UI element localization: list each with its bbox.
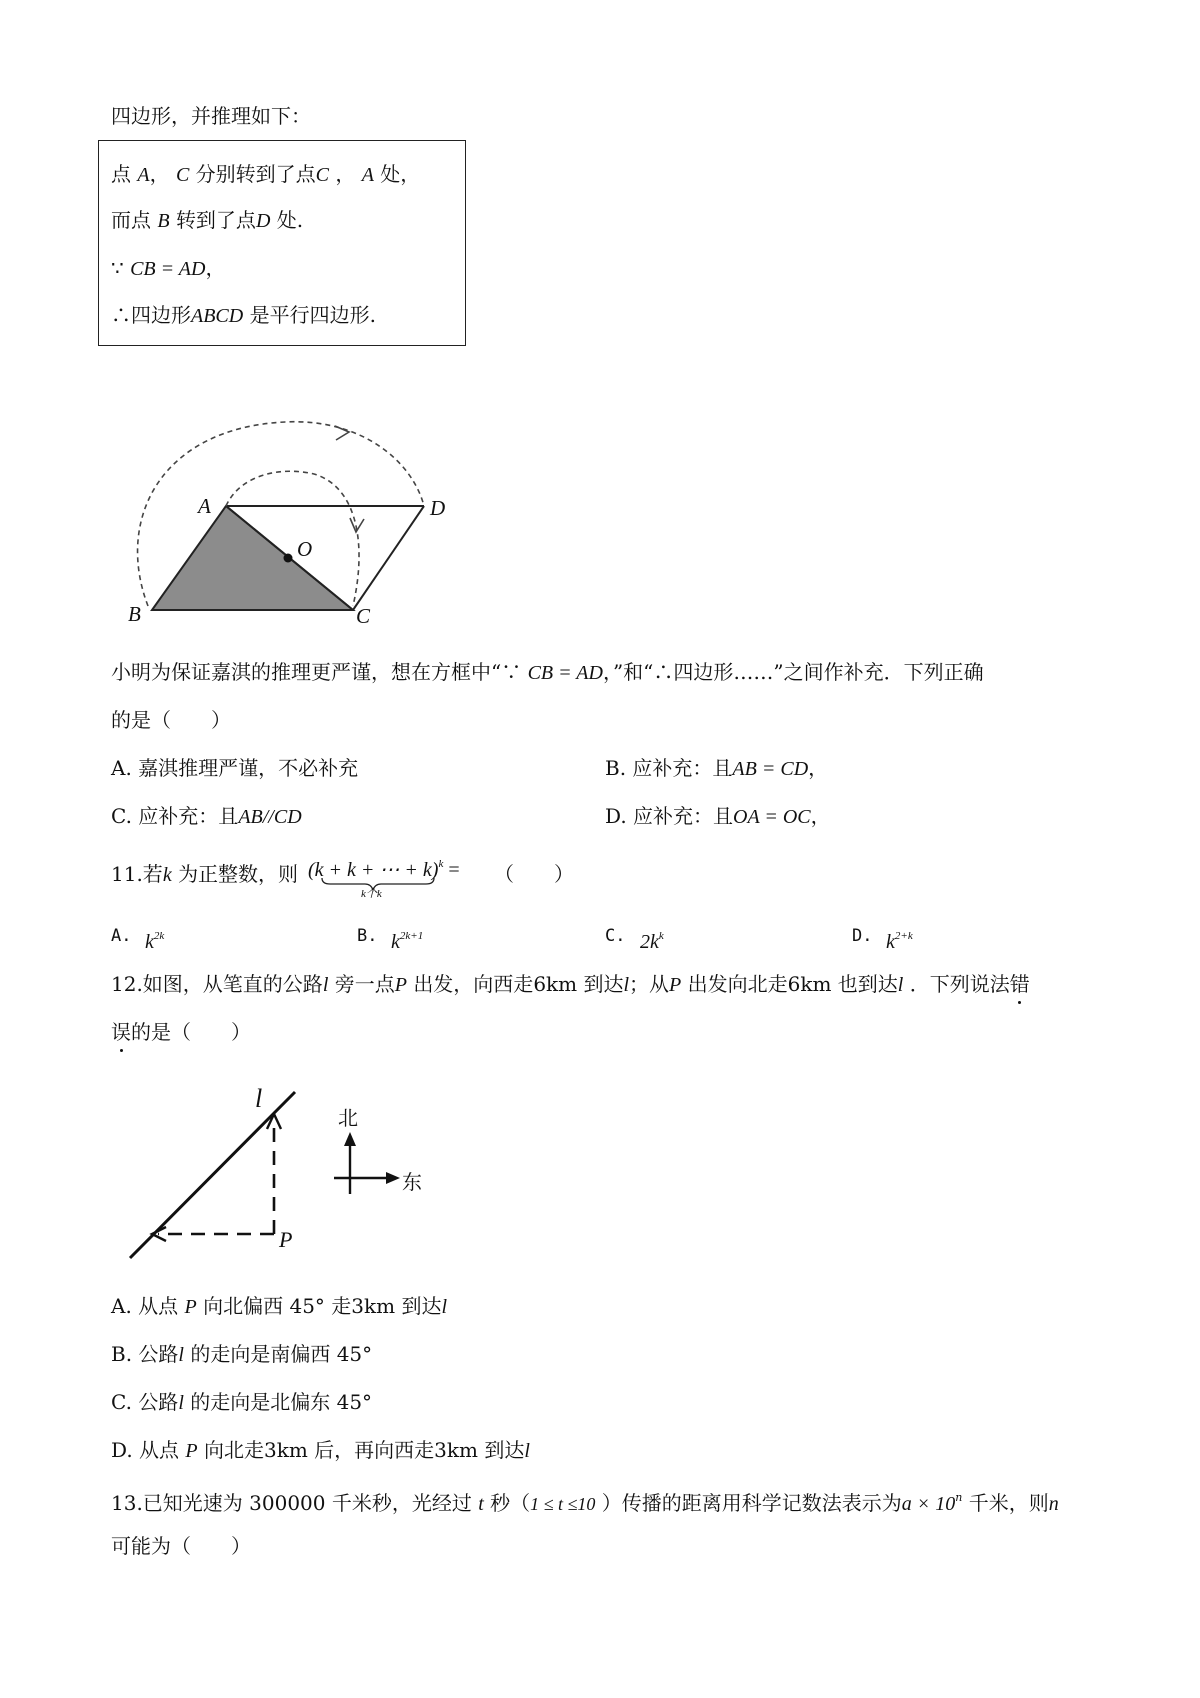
q10-option-d: D. 应补充：且OA = OC，: [605, 804, 831, 828]
q13-stem-line-2: 可能为（ ）: [111, 1534, 251, 1558]
q11-option-b: B.: [357, 926, 378, 946]
compass-north-arrowhead: [344, 1132, 356, 1146]
compass-east-label: 东: [402, 1170, 422, 1194]
q11-option-c-expr: $2k^k$: [640, 930, 664, 953]
q11-option-a: A.: [111, 926, 132, 946]
q12-option-d: D. 从点 P 向北走3km 后，再向西走3km 到达l: [111, 1438, 530, 1462]
q11-option-a-expr: $k^{2k}$: [145, 930, 165, 953]
q11-stem: 11.若k 为正整数，则: [111, 862, 299, 886]
proof-line-4: ∴四边形ABCD 是平行四边形.: [111, 303, 376, 327]
label-o: O: [297, 537, 313, 561]
q10-stem-line-1: 小明为保证嘉淇的推理更严谨，想在方框中“∵ CB = AD，”和“∴四边形……”之间作补充．下列正确: [111, 660, 984, 684]
q11-option-b-expr: $k^{2k+1}$: [391, 930, 424, 953]
q10-option-a: A. 嘉淇推理严谨，不必补充: [111, 756, 359, 780]
compass-east-arrowhead: [386, 1172, 400, 1184]
q13-stem-line-1: 13.已知光速为 300000 千米秒，光经过 t 秒（1 ≤ t ≤10 ）传播的距离用科学记数法表示为$a \times 10^n$ 千米，则n: [111, 1491, 1059, 1515]
label-a: A: [198, 494, 211, 518]
label-b: B: [128, 602, 141, 626]
q12-option-c: C. 公路l 的走向是北偏东 45°: [111, 1390, 373, 1414]
q12-option-a: A. 从点 P 向北偏西 45° 走3km 到达l: [111, 1294, 448, 1318]
q11-option-d: D.: [852, 926, 873, 946]
q10-stem-line-2: 的是（ ）: [111, 708, 231, 732]
q11-option-c: C.: [605, 926, 626, 946]
q12-stem-line-1: 12.如图，从笔直的公路l 旁一点P 出发，向西走6km 到达l；从P 出发向北走6km 也到达l ．下列说法错: [111, 972, 1030, 996]
label-c: C: [356, 604, 371, 628]
q11-paren: （ ）: [494, 862, 574, 886]
road-label-l: l: [255, 1084, 263, 1113]
compass-north-label: 北: [338, 1106, 358, 1130]
q11-expression: (k + k + ⋯ + k)$^k$ =: [308, 858, 460, 881]
proof-line-3: ∵ CB = AD，: [111, 256, 226, 280]
q11-option-d-expr: $k^{2+k}$: [886, 930, 913, 953]
proof-line-2: 而点 B 转到了点D 处.: [111, 208, 304, 232]
q10-option-c: C. 应补充：且AB//CD: [111, 804, 302, 828]
label-d: D: [430, 496, 446, 520]
q10-option-b: B. 应补充：且AB = CD，: [605, 756, 829, 780]
proof-line-1: 点 A， C 分别转到了点C ， A 处，: [111, 162, 421, 186]
intro-text: 四边形，并推理如下：: [111, 104, 311, 128]
q12-option-b: B. 公路l 的走向是南偏西 45°: [111, 1342, 373, 1366]
q11-underbrace-label: k个k: [361, 888, 382, 900]
point-p-label: P: [279, 1227, 293, 1252]
q12-stem-line-2: 误的是（ ）: [111, 1020, 251, 1044]
